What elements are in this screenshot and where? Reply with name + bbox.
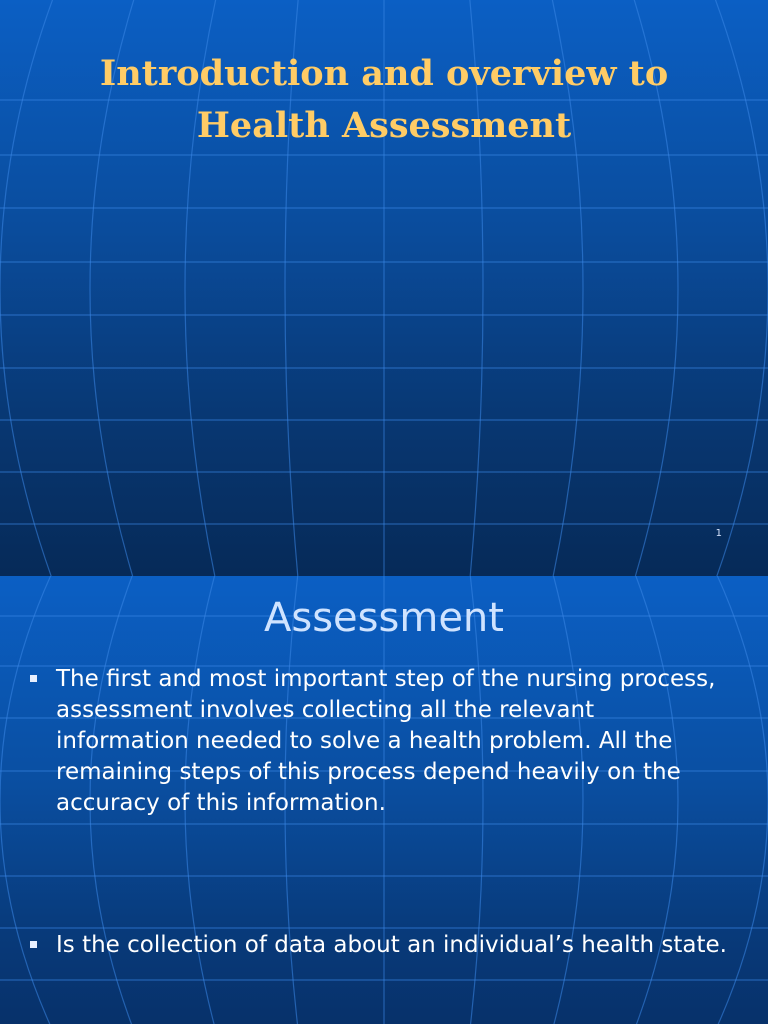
bullet-item bbox=[30, 930, 730, 961]
bullet-text: Is the collection of data about an individual’s health state. bbox=[56, 932, 727, 958]
slide-title-line-1: Introduction and overview to bbox=[99, 53, 669, 94]
bullet-item bbox=[30, 664, 730, 819]
slide-title-line-2: Health Assessment bbox=[196, 105, 572, 146]
slide-2 bbox=[0, 576, 768, 1024]
square-bullet-icon bbox=[30, 675, 37, 682]
slide-number: 1 bbox=[715, 528, 722, 539]
square-bullet-icon bbox=[30, 941, 37, 948]
bullet-text: The first and most important step of the nursing process, assessment involves collecting all the relevant information needed to solve a health problem. All the remaining steps of this process depend heavily on the accuracy of this information. bbox=[56, 666, 716, 816]
slide-title bbox=[0, 48, 768, 152]
slide-title: Assessment bbox=[264, 595, 504, 641]
